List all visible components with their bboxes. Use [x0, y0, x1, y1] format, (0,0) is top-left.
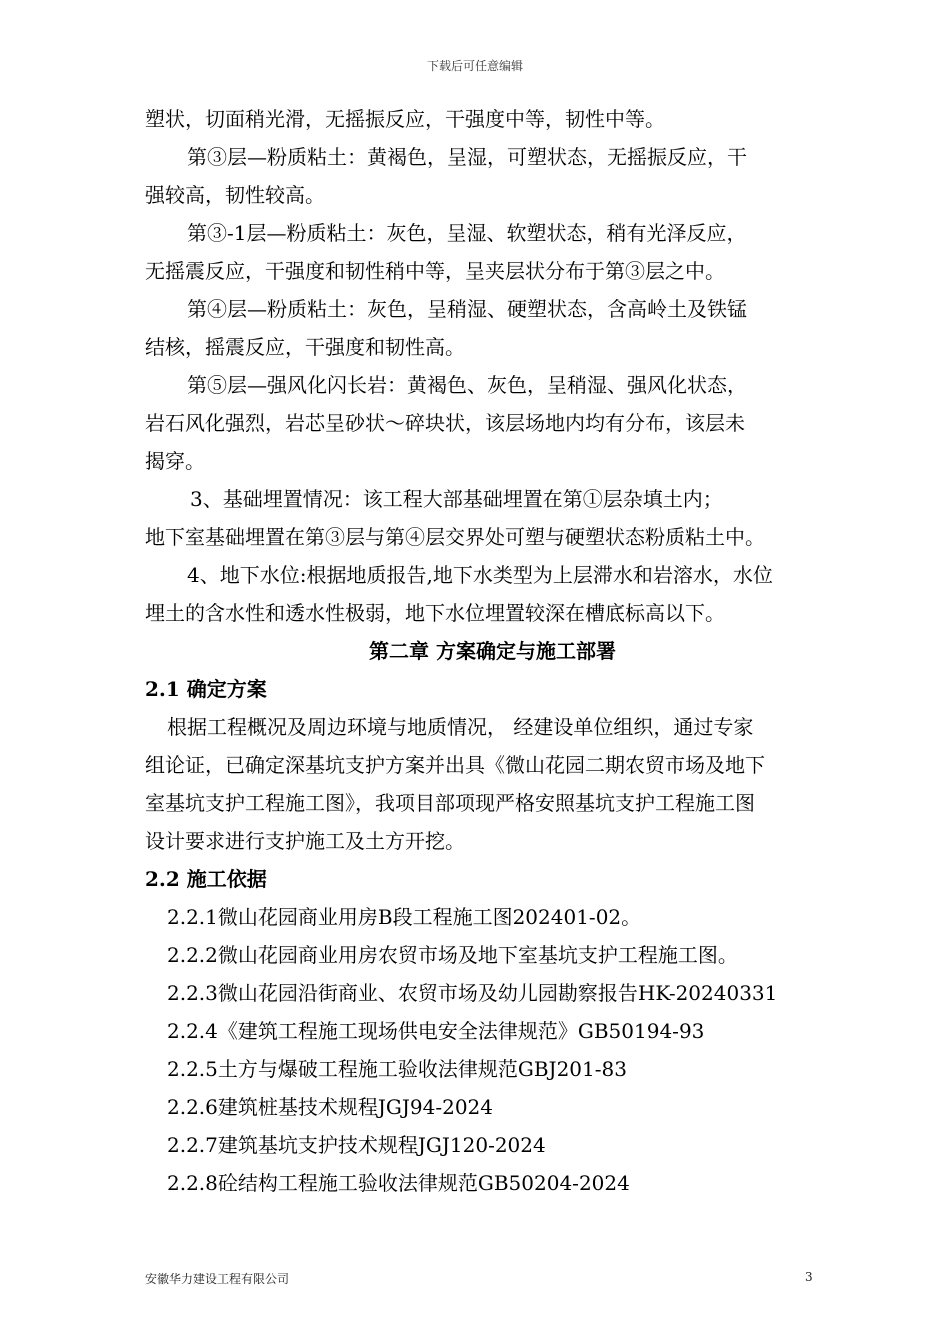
item4-line1: 4、地下水位:根据地质报告,地下水类型为上层滞水和岩溶水，水位: [187, 563, 773, 587]
section-2-1-line3: 室基坑支护工程施工图》，我项目部项现严格安照基坑支护工程施工图: [145, 791, 755, 815]
section-2-1-line2: 组论证，已确定深基坑支护方案并出具《微山花园二期农贸市场及地下: [145, 753, 765, 777]
document-body: [145, 100, 840, 1202]
reference-item: 2.2.7建筑基坑支护技术规程JGJ120-2024: [167, 1133, 546, 1157]
chapter-title: 第二章 方案确定与施工部署: [369, 639, 616, 663]
section-2-2-title: 2.2 施工依据: [145, 867, 267, 891]
reference-item: 2.2.8砼结构工程施工验收法律规范GB50204-2024: [167, 1171, 630, 1195]
section-2-1-title: 2.1 确定方案: [145, 677, 267, 701]
layer3-line2: 强较高，韧性较高。: [145, 183, 325, 207]
reference-item: 2.2.5土方与爆破工程施工验收法律规范GBJ201-83: [167, 1057, 627, 1081]
reference-item: 2.2.6建筑桩基技术规程JGJ94-2024: [167, 1095, 494, 1119]
reference-item: 2.2.4《建筑工程施工现场供电安全法律规范》GB50194-93: [167, 1019, 705, 1043]
reference-item: 2.2.3微山花园沿街商业、农贸市场及幼儿园勘察报告HK-20240331: [167, 981, 778, 1005]
item4-line2: 埋土的含水性和透水性极弱，地下水位埋置较深在槽底标高以下。: [145, 601, 725, 625]
layer3-1-line2: 无摇震反应，干强度和韧性稍中等，呈夹层状分布于第③层之中。: [145, 259, 725, 283]
layer3-line1: 第③层—粉质粘土：黄褐色，呈湿，可塑状态，无摇振反应，干: [187, 145, 747, 169]
section-2-1-line1: 根据工程概况及周边环境与地质情况， 经建设单位组织，通过专家: [167, 715, 754, 739]
section-2-1-line4: 设计要求进行支护施工及土方开挖。: [145, 829, 465, 853]
footer-company: 安徽华力建设工程有限公司: [145, 1272, 290, 1286]
layer5-line2: 岩石风化强烈，岩芯呈砂状～碎块状，该层场地内均有分布，该层未: [145, 411, 745, 435]
paragraph-line: 塑状，切面稍光滑，无摇振反应，干强度中等，韧性中等。: [145, 107, 665, 131]
layer5-line1: 第⑤层—强风化闪长岩：黄褐色、灰色，呈稍湿、强风化状态，: [187, 373, 747, 397]
item3-line1: 3、基础埋置情况：该工程大部基础埋置在第①层杂填土内；: [190, 487, 723, 511]
layer4-line1: 第④层—粉质粘土：灰色，呈稍湿、硬塑状态，含高岭土及铁锰: [187, 297, 747, 321]
reference-item: 2.2.1微山花园商业用房B段工程施工图202401-02。: [167, 905, 642, 929]
layer4-line2: 结核，摇震反应，干强度和韧性高。: [145, 335, 465, 359]
page-header: 下载后可任意编辑: [426, 59, 523, 73]
layer3-1-line1: 第③-1层—粉质粘土：灰色，呈湿、软塑状态，稍有光泽反应，: [187, 221, 747, 245]
page-number: 3: [805, 1270, 813, 1284]
item3-line2: 地下室基础埋置在第③层与第④层交界处可塑与硬塑状态粉质粘土中。: [145, 525, 765, 549]
layer5-line3: 揭穿。: [145, 449, 205, 473]
reference-item: 2.2.2微山花园商业用房农贸市场及地下室基坑支护工程施工图。: [167, 943, 738, 967]
